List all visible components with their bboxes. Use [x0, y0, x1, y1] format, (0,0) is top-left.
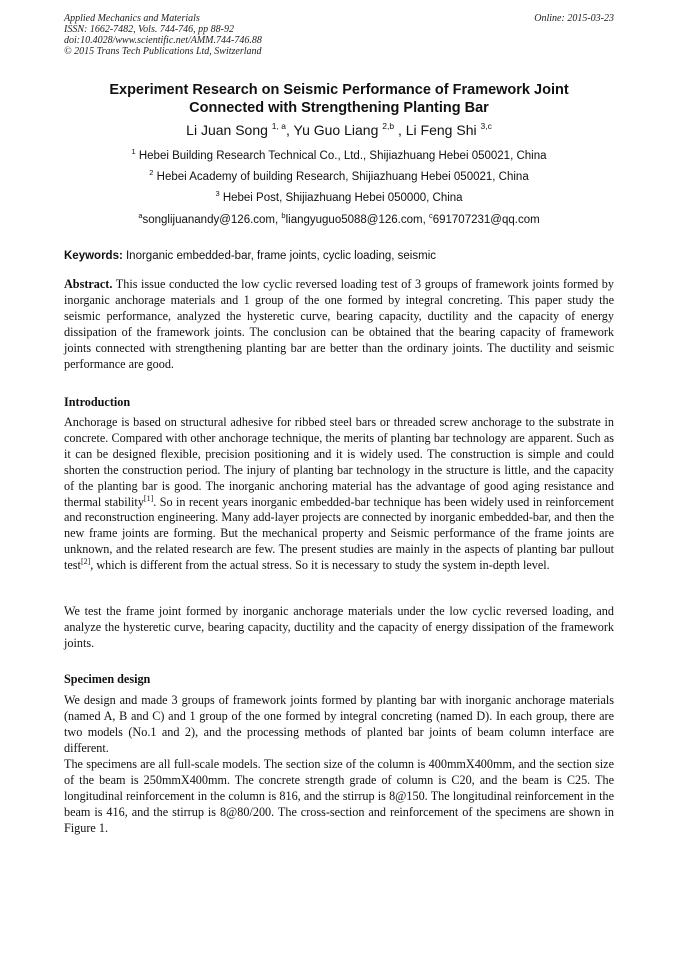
introduction-paragraph-1 [64, 415, 614, 574]
email-list [64, 213, 614, 227]
copyright-line: © 2015 Trans Tech Publications Ltd, Switzerland [64, 46, 262, 57]
email-address: songlijuanandy@126.com, [142, 214, 282, 226]
affiliation-mark: 3 [215, 189, 220, 198]
author-separator: , [285, 122, 294, 138]
affiliation-1 [64, 149, 614, 163]
affiliation-text: Hebei Academy of building Research, Shijiazhuang Hebei 050021, China [156, 171, 529, 183]
online-date: Online: 2015-03-23 [534, 13, 614, 24]
author-affiliation-mark: 1, a [271, 121, 286, 131]
issn-line: ISSN: 1662-7482, Vols. 744-746, pp 88-92 [64, 24, 234, 35]
title-line-2: Connected with Strengthening Planting Bar [189, 100, 489, 116]
intro-text: Anchorage is based on structural adhesive for ribbed steel bars or threaded screw anchorage to the substrate in concrete. Compared with other anchorage technique, the merits of planting bar technology are apparent. Such as it can be designed flexible, precision positioning and it is widely used. The construction is simple and could shorten the construction period. The injury of planting bar technology in the structure is little, and the capacity of the planting bar is good. The inorganic anchoring material has the advantage of good aging resistance and thermal stability [64, 415, 614, 509]
introduction-paragraph-2: We test the frame joint formed by inorganic anchorage materials under the low cyclic reversed loading, and analyze the hysteretic curve, bearing capacity, ductility and the capacity of energy dissipation of the framework joints. [64, 604, 614, 650]
title-line-1: Experiment Research on Seismic Performance of Framework Joint [109, 82, 569, 98]
email-mark: a [138, 211, 143, 220]
keywords-text: Inorganic embedded-bar, frame joints, cyclic loading, seismic [122, 250, 436, 262]
specimen-paragraph-2: The specimens are all full-scale models. The section size of the column is 400mmX400mm, and the section size of the beam is 250mmX400mm. The concrete strength grade of column is C20, and the beam is C25. The longitudinal reinforcement in the column is 816, and the stirrup is 8@150. The longitudinal reinforcement in the beam is 416, and the stirrup is 8@80/200. The cross-section and reinforcement of the specimens are shown in Figure 1. [64, 757, 614, 835]
keywords [64, 249, 614, 263]
affiliation-mark: 2 [149, 168, 154, 177]
intro-text: . So in recent years inorganic embedded-bar technique has been widely used in reinforcement and reconstruction engineering. Many add-layer projects are connected by inorganic embedded-bar, and then the new frame joints are forming. But the mechanical property and Seismic performance of the frame joints are unknown, and the related research are few. The present studies are mainly in the aspects of planting bar pullout test [64, 494, 614, 573]
author-list [64, 121, 614, 139]
author-separator: , [394, 122, 406, 138]
email-mark: c [428, 211, 433, 220]
affiliation-text: Hebei Post, Shijiazhuang Hebei 050000, China [222, 192, 463, 204]
email-mark: b [281, 211, 286, 220]
email-address: liangyuguo5088@126.com, [285, 214, 429, 226]
journal-name: Applied Mechanics and Materials [64, 13, 200, 24]
specimen-paragraph-1: We design and made 3 groups of framework joints formed by planting bar with inorganic anchorage materials (named A, B and C) and 1 group of the one formed by integral concreting (named D). In each group, there are two models (No.1 and 2), and the processing methods of planted bar joints of beam column interface are different. [64, 693, 614, 755]
email-address: 691707231@qq.com [432, 214, 540, 226]
author-name: Yu Guo Liang [293, 122, 379, 138]
affiliation-mark: 1 [131, 147, 136, 156]
specimen-design-heading: Specimen design [64, 672, 151, 686]
affiliation-3 [64, 191, 614, 205]
abstract [64, 277, 614, 372]
doi-line: doi:10.4028/www.scientific.net/AMM.744-746.88 [64, 35, 262, 46]
introduction-heading: Introduction [64, 395, 131, 409]
affiliation-text: Hebei Building Research Technical Co., Ltd., Shijiazhuang Hebei 050021, China [138, 150, 547, 162]
author-name: Li Juan Song [186, 122, 268, 138]
citation-ref: [2] [80, 557, 91, 567]
author-name: Li Feng Shi [405, 122, 477, 138]
affiliation-2 [64, 170, 614, 184]
abstract-text: This issue conducted the low cyclic reversed loading test of 3 groups of framework joints formed by inorganic anchorage materials and 1 group of the one formed by integral concreting. This paper study the seismic performance, analyzed the hysteretic curve, bearing capacity, ductility and the capacity of energy dissipation of the framework joints. The conclusion can be obtained that the bearing capacity of framework joints connected with strengthening planting bar are better than the ordinary joints. The ductility and seismic performance are good. [64, 277, 614, 371]
abstract-label: Abstract. [64, 277, 113, 291]
paper-title [64, 81, 614, 117]
author-affiliation-mark: 3,c [480, 121, 492, 131]
citation-ref: [1] [143, 493, 154, 503]
journal-header [64, 13, 614, 57]
intro-text: , which is different from the actual stress. So it is necessary to study the system in-depth level. [90, 558, 550, 573]
keywords-label: Keywords: [64, 250, 123, 262]
author-affiliation-mark: 2,b [382, 121, 395, 131]
